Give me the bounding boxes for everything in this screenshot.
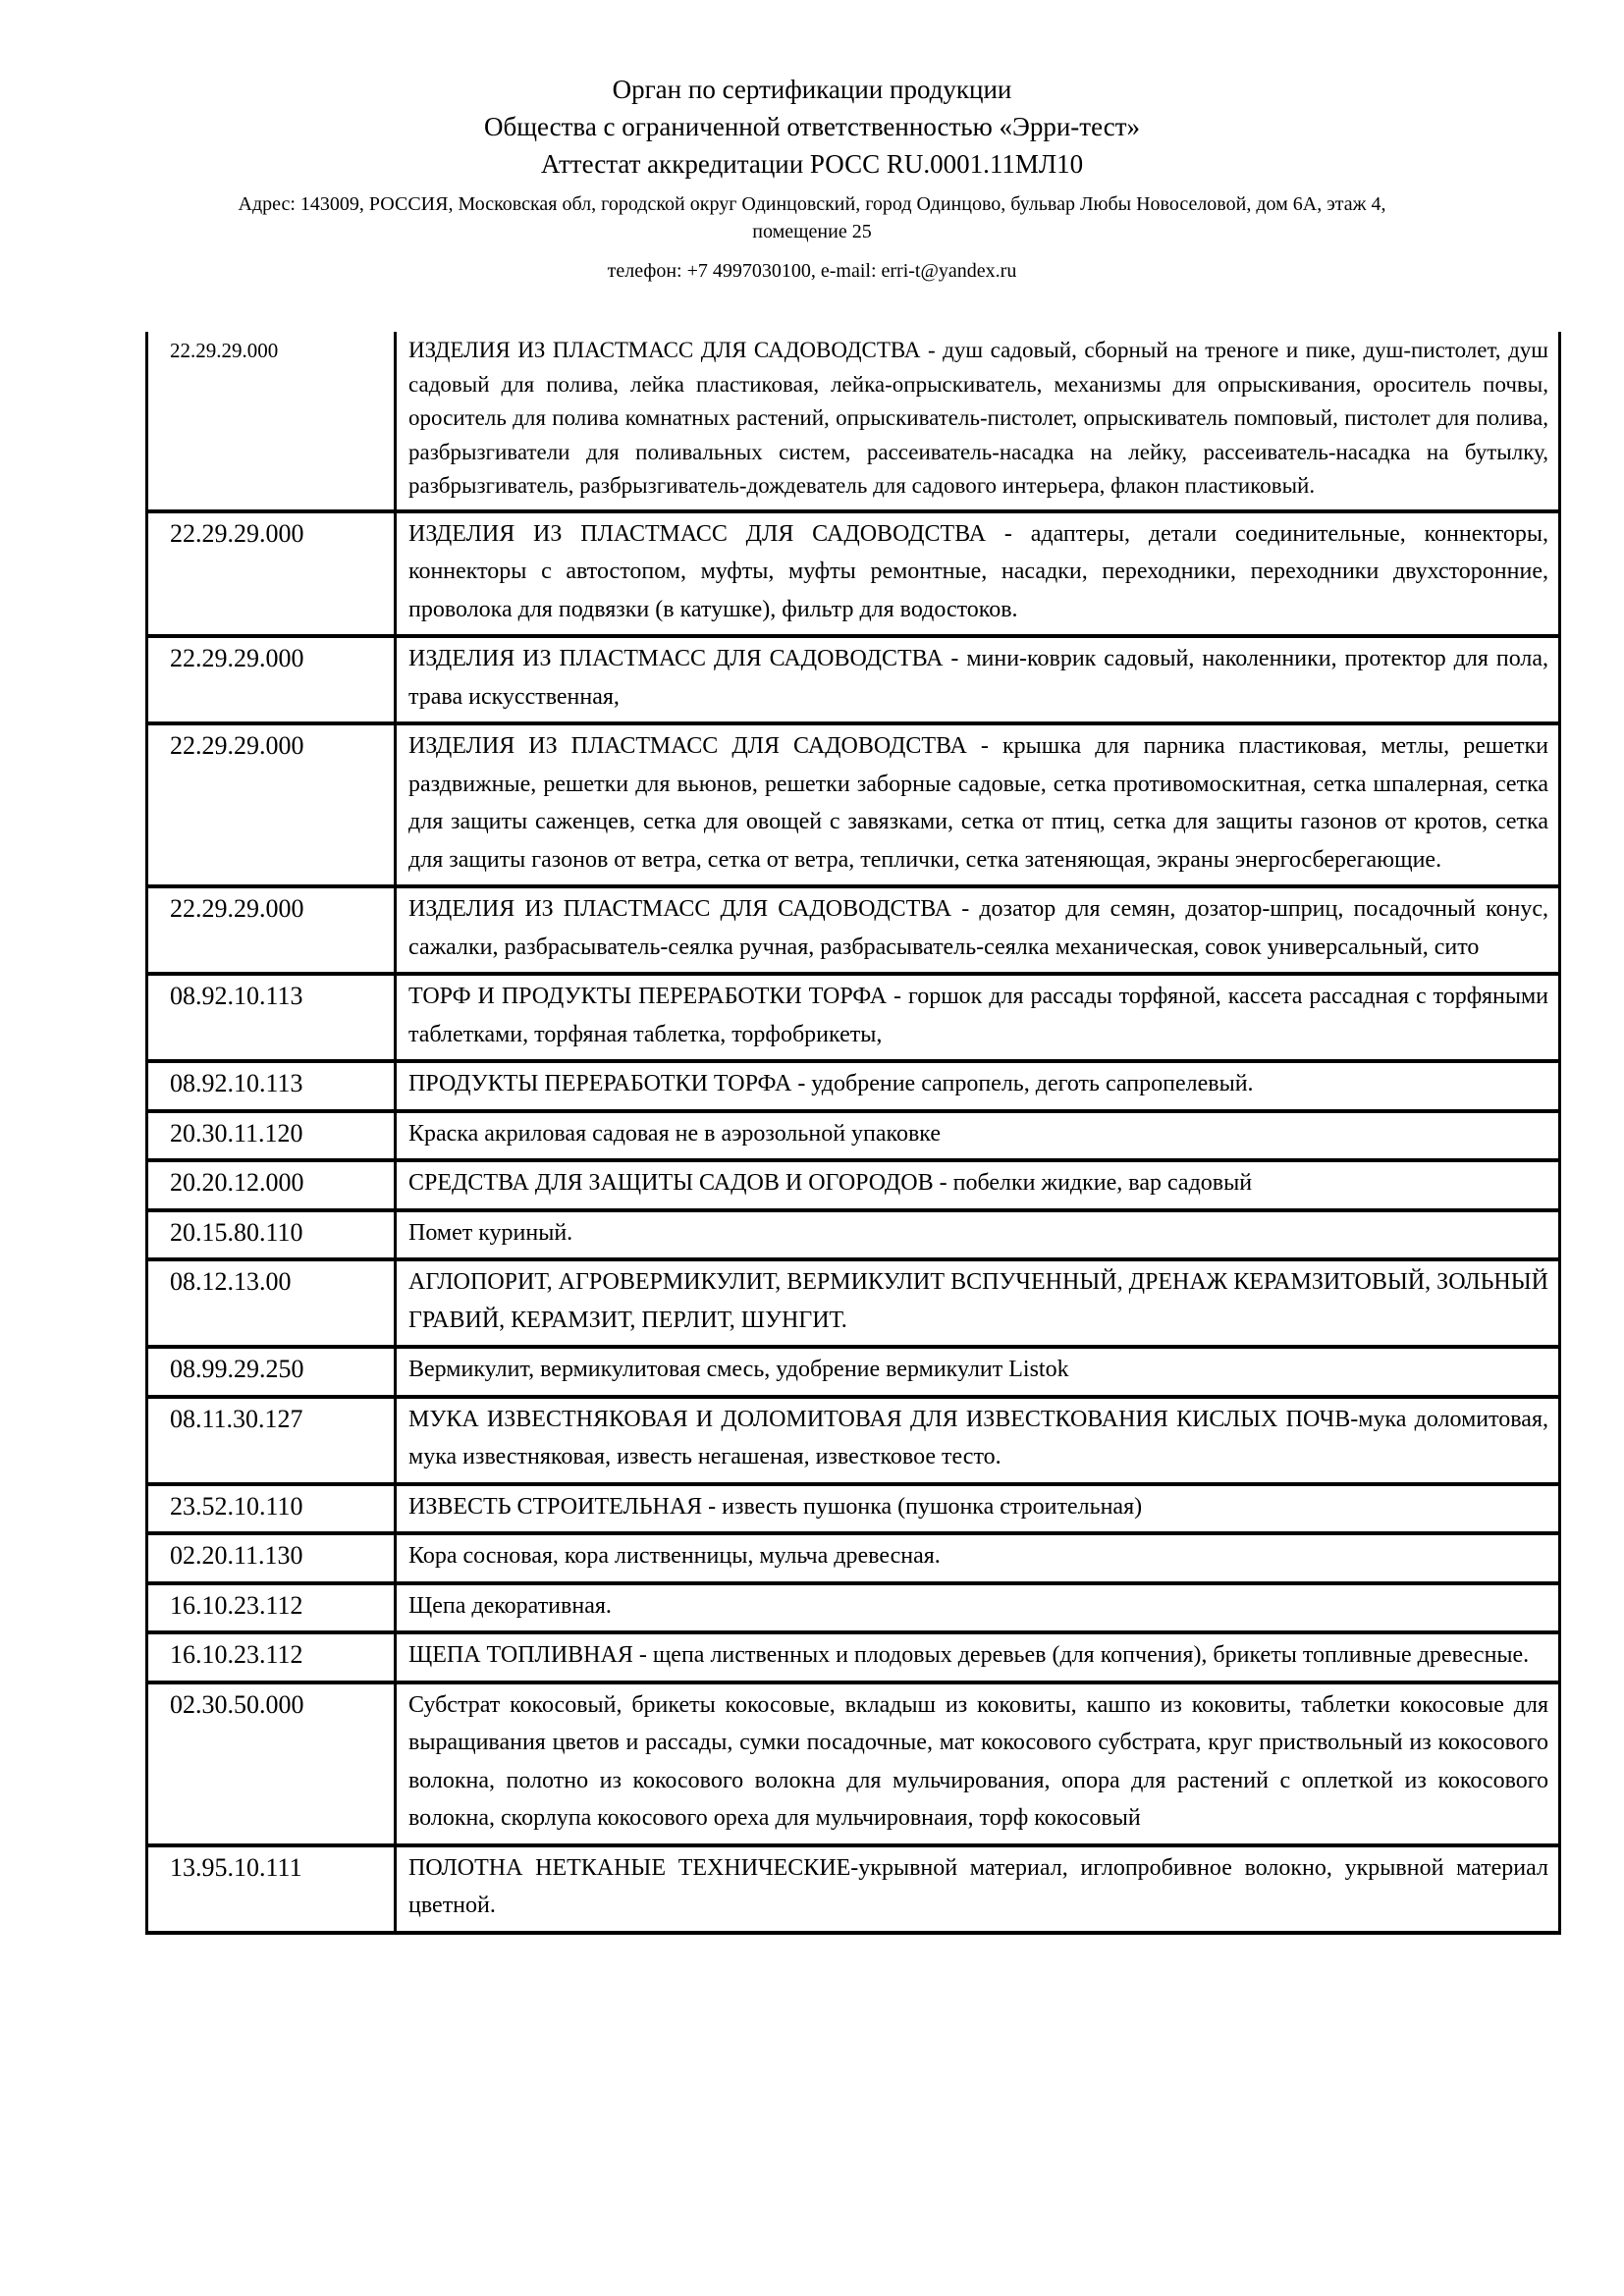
table-row [147,1682,1560,1845]
product-code-cell: 20.15.80.110 [147,1210,396,1260]
product-code-cell: 22.29.29.000 [147,723,396,886]
table-row [147,1484,1560,1534]
product-description-cell: Щепа декоративная. [396,1583,1560,1633]
table-row [147,1583,1560,1633]
product-code-cell: 02.30.50.000 [147,1682,396,1845]
table-row [147,1397,1560,1484]
product-description-cell: ПРОДУКТЫ ПЕРЕРАБОТКИ ТОРФА - удобрение сапропель, деготь сапропелевый. [396,1061,1560,1111]
header-address-line2: помещение 25 [752,221,872,242]
product-code-cell: 08.11.30.127 [147,1397,396,1484]
header-org-type: Орган по сертификации продукции [612,75,1012,104]
product-code-cell: 08.92.10.113 [147,1061,396,1111]
table-row [147,1347,1560,1397]
table-row [147,511,1560,637]
table-row [147,1061,1560,1111]
product-description-cell: АГЛОПОРИТ, АГРОВЕРМИКУЛИТ, ВЕРМИКУЛИТ ВСПУЧЕННЫЙ, ДРЕНАЖ КЕРАМЗИТОВЫЙ, ЗОЛЬНЫЙ ГРАВИЙ, КЕРАМЗИТ, ПЕРЛИТ, ШУНГИТ. [396,1259,1560,1347]
header-address-line1: Адрес: 143009, РОССИЯ, Московская обл, городской округ Одинцовский, город Одинцово, бульвар Любы Новоселовой, дом 6А, этаж 4, [238,193,1386,215]
table-row [147,1111,1560,1161]
product-code-cell: 13.95.10.111 [147,1845,396,1933]
product-description-cell: Помет куриный. [396,1210,1560,1260]
product-code-cell: 22.29.29.000 [147,332,396,511]
product-description-cell: ИЗДЕЛИЯ ИЗ ПЛАСТМАСС ДЛЯ САДОВОДСТВА - крышка для парника пластиковая, метлы, решетки раздвижные, решетки для вьюнов, решетки заборные садовые, сетка противомоскитная, сетка шпалерная, сетка для защиты саженцев, сетка для овощей с завязками, сетка от птиц, сетка для защиты газонов от кротов, сетка для защиты газонов от ветра, сетка от ветра, теплички, сетка затеняющая, экраны энергосберегающие. [396,723,1560,886]
product-code-cell: 22.29.29.000 [147,511,396,637]
product-code-cell: 20.20.12.000 [147,1160,396,1210]
product-description-cell: ЩЕПА ТОПЛИВНАЯ - щепа лиственных и плодовых деревьев (для копчения), брикеты топливные древесные. [396,1632,1560,1682]
product-description-cell: ИЗДЕЛИЯ ИЗ ПЛАСТМАСС ДЛЯ САДОВОДСТВА - дозатор для семян, дозатор-шприц, посадочный конус, сажалки, разбрасыватель-сеялка ручная, разбрасыватель-сеялка механическая, совок универсальный, сито [396,886,1560,974]
product-code-cell: 22.29.29.000 [147,636,396,723]
product-description-cell: Вермикулит, вермикулитовая смесь, удобрение вермикулит Listok [396,1347,1560,1397]
header-org-name: Общества с ограниченной ответственностью «Эрри-тест» [483,112,1141,141]
table-row [147,1210,1560,1260]
table-row [147,974,1560,1061]
product-codes-table [145,332,1561,1935]
product-code-cell: 08.12.13.00 [147,1259,396,1347]
product-description-cell: СРЕДСТВА ДЛЯ ЗАЩИТЫ САДОВ И ОГОРОДОВ - побелки жидкие, вар садовый [396,1160,1560,1210]
table-row [147,1533,1560,1583]
product-description-cell: МУКА ИЗВЕСТНЯКОВАЯ И ДОЛОМИТОВАЯ ДЛЯ ИЗВЕСТКОВАНИЯ КИСЛЫХ ПОЧВ-мука доломитовая, мука известняковая, известь негашеная, известковое тесто. [396,1397,1560,1484]
product-code-cell: 08.99.29.250 [147,1347,396,1397]
product-description-cell: Краска акриловая садовая не в аэрозольной упаковке [396,1111,1560,1161]
product-description-cell: ИЗДЕЛИЯ ИЗ ПЛАСТМАСС ДЛЯ САДОВОДСТВА - адаптеры, детали соединительные, коннекторы, коннекторы с автостопом, муфты, муфты ремонтные, насадки, переходники, переходники двухсторонние, проволока для подвязки (в катушке), фильтр для водостоков. [396,511,1560,637]
product-description-cell: ИЗДЕЛИЯ ИЗ ПЛАСТМАСС ДЛЯ САДОВОДСТВА - мини-коврик садовый, наколенники, протектор для пола, трава искусственная, [396,636,1560,723]
product-description-cell: ТОРФ И ПРОДУКТЫ ПЕРЕРАБОТКИ ТОРФА - горшок для рассады торфяной, кассета рассадная с торфяными таблетками, торфяная таблетка, торфобрикеты, [396,974,1560,1061]
table-row [147,886,1560,974]
product-description-cell: Кора сосновая, кора лиственницы, мульча древесная. [396,1533,1560,1583]
product-code-cell: 20.30.11.120 [147,1111,396,1161]
table-row [147,1160,1560,1210]
header-address [149,190,1475,245]
product-codes-table-body [147,332,1560,1933]
header-accreditation: Аттестат аккредитации РОСС RU.0001.11МЛ10 [540,149,1084,179]
product-code-cell: 22.29.29.000 [147,886,396,974]
table-row [147,636,1560,723]
table-row [147,1259,1560,1347]
product-code-cell: 23.52.10.110 [147,1484,396,1534]
table-row [147,723,1560,886]
header-contact: телефон: +7 4997030100, e-mail: erri-t@yandex.ru [607,260,1017,282]
product-description-cell: ПОЛОТНА НЕТКАНЫЕ ТЕХНИЧЕСКИЕ-укрывной материал, иглопробивное волокно, укрывной материал цветной. [396,1845,1560,1933]
table-row [147,1632,1560,1682]
table-row [147,332,1560,511]
product-code-cell: 02.20.11.130 [147,1533,396,1583]
product-description-cell: ИЗДЕЛИЯ ИЗ ПЛАСТМАСС ДЛЯ САДОВОДСТВА - душ садовый, сборный на треноге и пике, душ-пистолет, душ садовый для полива, лейка пластиковая, лейка-опрыскиватель, механизмы для опрыскивания, ороситель почвы, ороситель для полива комнатных растений, опрыскиватель-пистолет, опрыскиватель помповый, пистолет для полива, разбрызгиватели для поливальных систем, рассеиватель-насадка на лейку, рассеиватель-насадка на бутылку, разбрызгиватель, разбрызгиватель-дождеватель для садового интерьера, флакон пластиковый. [396,332,1560,511]
product-description-cell: ИЗВЕСТЬ СТРОИТЕЛЬНАЯ - известь пушонка (пушонка строительная) [396,1484,1560,1534]
table-row [147,1845,1560,1933]
product-description-cell: Субстрат кокосовый, брикеты кокосовые, вкладыш из коковиты, кашпо из коковиты, таблетки кокосовые для выращивания цветов и рассады, сумки посадочные, мат кокосового субстрата, круг приствольный из кокосового волокна, полотно из кокосового волокна для мульчирования, опора для растений с оплеткой из кокосового волокна, скорлупа кокосового ореха для мульчировнаия, торф кокосовый [396,1682,1560,1845]
product-code-cell: 08.92.10.113 [147,974,396,1061]
document-header [0,0,1624,285]
product-code-cell: 16.10.23.112 [147,1632,396,1682]
product-code-cell: 16.10.23.112 [147,1583,396,1633]
